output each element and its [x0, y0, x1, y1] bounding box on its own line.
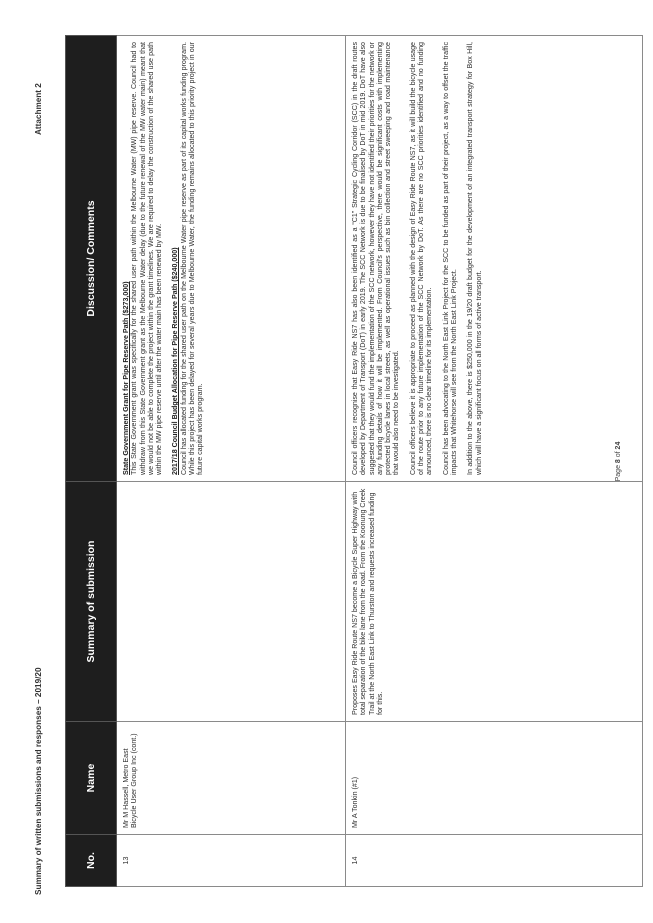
section-heading: State Government Grant for Pipe Reserve Path ($273,000): [122, 281, 130, 475]
discussion-paragraph: Council officers believe it is appropriate to proceed as planned with the design of Easy Ride Route NS7, as it will build the bicycle usage of the route prior to any future implementation of the SCC Network by DoT. As there are no SCC priorities identified and no funding announced, there is no clear timeline for its implementation.: [408, 42, 434, 475]
page-title: Summary of written submissions and responses – 2019/20: [34, 667, 43, 895]
submission-summary: [117, 482, 346, 722]
page-footer: [615, 0, 622, 923]
table-row: [346, 36, 643, 887]
section-text: This State Government grant was specifically for the shared user path within the Melbourne Water (MW) pipe reserve. Council had to withdraw from this State Government grant as the Melbourne Water delay (due to the future renewal of the MW water main) meant that we would not be able to complete the project within the grant timelines. We are required to delay the construction of the shared use path within the MW pipe reserve until after the water main has been renewed by MW.: [130, 42, 164, 475]
submitter-name: Mr M Hassell, Metro East Bicycle User Group Inc (cont.): [117, 722, 346, 835]
page-label: Page: [615, 463, 622, 482]
section-text: Council has allocated funding for the shared user path on the Melbourne Water pipe reserve as part of its capital works funding program. While this project has been delayed for several years due to Melbourne Water, the funding remains allocated to this priority project in our future capital works program.: [179, 42, 205, 475]
discussion-paragraph: [122, 42, 163, 475]
column-header-name: Name: [66, 722, 117, 835]
table-header-row: [66, 36, 117, 887]
total-page-count: 24: [615, 441, 622, 450]
section-heading: 2017/18 Council Budget Allocation for Pipe Reserve Path ($240,000): [171, 247, 180, 475]
submissions-table: [65, 35, 643, 887]
discussion-comments: [346, 36, 643, 482]
discussion-comments: [117, 36, 346, 482]
row-number: 14: [346, 835, 643, 887]
discussion-paragraph: Council has been advocating to the North East Link Project for the SCC to be funded as part of their project, as a way to offset the traffic impacts that Whitehorse will see from the North East Link Project.: [441, 42, 458, 475]
discussion-paragraph: Council officers recognise that Easy Ride NS7 has also been identified as a “C1” Strategic Cycling Corridor (SCC) in the draft routes developed by Department of Transport (DoT) in early 2019. The SCC Network is due to be finalised by DoT in mid 2019. DoT have also suggested that they would fund the implementation of the SCC network, however they have not identified their priorities for the network or any funding details of how it will be implemented. From Council’s perspective, there would be significant costs with implementing protected bicycle lanes in local streets, as well as operational issues such as bin collection and street sweeping and road maintenance that would also need to be investigated.: [351, 42, 401, 475]
page-separator: of: [615, 449, 622, 460]
attachment-label: Attachment 2: [34, 83, 43, 135]
row-number: 13: [117, 835, 346, 887]
discussion-paragraph: In addition to the above, there is $250,000 in the 19/20 draft budget for the development of an integrated transport strategy for Box Hill, which will have a significant focus on all forms of active transport.: [466, 42, 483, 475]
column-header-summary: Summary of submission: [66, 482, 117, 722]
column-header-no: No.: [66, 835, 117, 887]
submission-summary: Proposes Easy Ride Route NS7 become a Bicycle Super Highway with total separation of the bike lane from the road. From the Koonung Creek Trail at the North East Link to Thurston and requests increased funding for this.: [346, 482, 643, 722]
column-header-discussion: Discussion/ Comments: [66, 36, 117, 482]
discussion-paragraph: [171, 42, 204, 475]
table-row: [117, 36, 346, 887]
submitter-name: Mr A Tonkin (#1): [346, 722, 643, 835]
current-page-number: 8: [615, 459, 622, 464]
